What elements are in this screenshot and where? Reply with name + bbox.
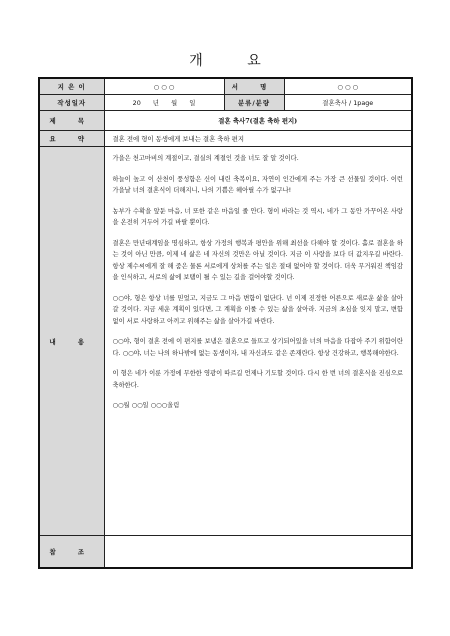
overview-table [38,77,413,569]
date-label: 작성일자 [39,95,104,111]
author-value[interactable]: ○ ○ ○ [104,78,224,95]
reference-row [39,536,412,569]
reference-value[interactable] [104,536,412,569]
subject-row [39,111,412,131]
subject-value[interactable]: 결혼 축사7(결혼 축하 편지) [104,111,412,131]
content-paragraph: 하늘이 높고 이 산천이 풍성함은 신이 내린 축복이요, 자연이 인간에게 주는 가장 큰 선물일 것이다. 이런 가을날 너의 결혼식이 더해지니, 나의 기쁨은 헤아릴 수가 없구나! [112,175,403,194]
category-label: 분류/분량 [224,95,284,111]
content-paragraph: 농부가 수확을 앞둔 마음, 너 또한 같은 마음일 줄 안다. 형이 바라는 것 역시, 네가 그 동안 가꾸어온 사랑을 온전히 거두어 가길 바랄 뿐이다. [112,207,403,226]
author-label: 지 은 이 [39,78,104,95]
content-paragraph: ○○야, 형은 항상 너를 믿었고, 지금도 그 마음 변함이 없단다. 넌 이제 진정한 어른으로 새로운 삶을 살아갈 것이다. 지금 세운 계획이 있다면, 그 계획을 이룰 수 있는 삶을 살아라. 지금의 초심을 잊지 말고, 변함없이 서로 사랑하고 아끼고 위해주는 삶을 살아가길 바란다. [112,294,403,325]
content-body[interactable] [104,147,412,536]
summary-value[interactable]: 결혼 전에 형이 동생에게 보내는 결혼 축하 편지 [104,131,412,147]
summary-label: 요 약 [39,131,104,147]
date-row [39,95,412,111]
signature-label: 서 명 [224,78,284,95]
reference-label: 참 조 [39,536,104,569]
content-paragraph: ○○야, 형이 결혼 전에 이 편지를 보냄은 결혼으로 들뜨고 상기되어있을 너의 마음을 다잡아 주기 위함이란다. ○○야, 너는 나의 하나밖에 없는 동생이자, 내 자신과도 같은 존재란다. 항상 건강하고, 행복해야한다. [112,338,403,357]
content-label: 내 용 [39,147,104,536]
letter-signature: ○○월 ○○일 ○○○올림 [112,402,180,409]
page-title: 개 요 [189,53,281,69]
category-value[interactable]: 결혼축사 / 1page [284,95,412,111]
date-value[interactable]: 20 년 월 일 [104,95,224,111]
subject-label: 제 목 [39,111,104,131]
content-paragraph: 결혼은 만년대계임을 명심하고, 항상 가정의 행복과 평안을 위해 최선을 다해야 할 것이다. 홀로 결혼을 하는 것이 아닌 만큼, 이제 네 삶은 네 자신의 것만은 아닐 것이다. 지금 이 사랑을 보다 더 값지우길 바란다. 항상 제수씨에게 잘 해 줌은 물론 서로에게 상처를 주는 일은 절대 없어야 할 것이다. 더욱 무거워진 책임감을 인식하고, 서로의 삶에 보탬이 될 수 있는 길을 걸어야할 것이다. [112,239,403,281]
content-paragraph: 이 형은 네가 이룬 가정에 무한한 영광이 따르길 언제나 기도할 것이다. 다시 한 번 너의 결혼식을 진심으로 축하한다. [112,370,403,389]
author-row [39,78,412,95]
signature-value[interactable]: ○ ○ ○ [284,78,412,95]
summary-row [39,131,412,147]
content-row [39,147,412,536]
content-paragraph: 가을은 천고마비의 계절이고, 결실의 계절인 것을 너도 잘 알 것이다. [112,155,299,162]
